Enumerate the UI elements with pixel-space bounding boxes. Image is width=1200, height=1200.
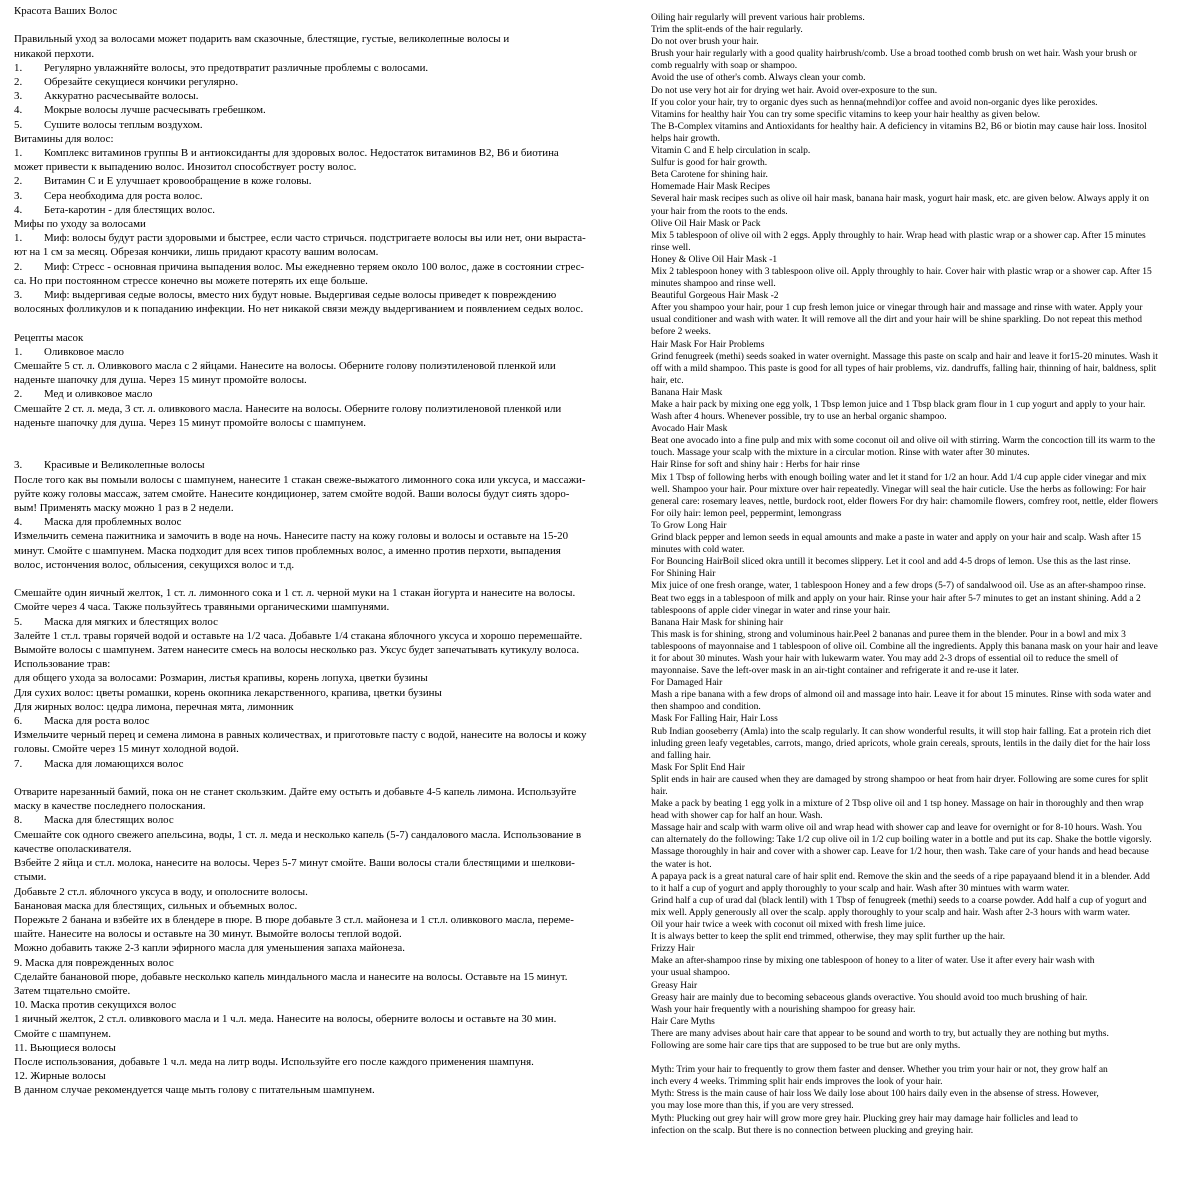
text-line: ют на 1 см за месяц. Обрезая кончики, лишь придают красоту вашим волосам. — [14, 246, 379, 259]
text-line: Смойте с шампунем. — [14, 1027, 111, 1040]
text-line: 1. Комплекс витаминов группы B и антиоксиданты для здоровых волос. Недостаток витаминов B2, B6 и биотина — [14, 147, 559, 160]
text-line: 2. Обрезайте секущиеся кончики регулярно. — [14, 76, 239, 88]
text-line: Trim the split-ends of the hair regularly. — [651, 25, 803, 36]
text-line: руйте кожу головы массаж, затем смойте. Нанесите кондиционер, затем смойте водой. Ваши волосы будут сиять здоро- — [14, 487, 570, 500]
text-line: 2. Миф: Стресс - основная причина выпадения волос. Мы ежедневно теряем около 100 волос, даже в состоянии стрес- — [14, 260, 585, 273]
text-line: Homemade Hair Mask Recipes — [651, 182, 770, 193]
text-line: 5. Сушите волосы теплым воздухом. — [14, 118, 203, 131]
text-line: Split ends in hair are caused when they are damaged by strong shampoo or heat from hair dryer. Following are some cures for split — [651, 774, 1149, 785]
text-line: For Bouncing HairBoil sliced okra untill it becomes slippery. Let it cool and add 4-5 drops of lemon. Use this as the last rinse. — [651, 557, 1131, 568]
text-line: Отварите нарезанный бамий, пока он не станет скользким. Дайте ему остыть и добавьте 4-5 капель лимона. Используйте — [14, 786, 577, 799]
text-line: Взбейте 2 яйца и ст.л. молока, нанесите на волосы. Через 5-7 минут смойте. Ваши волосы стали блестящими и шелкови- — [14, 857, 575, 870]
text-line: Порежьте 2 банана и взбейте их в блендере в пюре. В пюре добавьте 3 ст.л. майонеза и 1 ст.л. оливкового масла, переме- — [14, 913, 574, 926]
text-line: hair, etc. — [651, 375, 684, 386]
text-line: может привести к выпадению волос. Инозитол способствует росту волос. — [14, 161, 357, 174]
text-line: Banana Hair Mask for shining hair — [651, 617, 784, 628]
text-line: off with a mild shampoo. This paste is good for all types of hair problems, viz. dandruffs, falling hair, thinning of hair, baldness, split — [651, 363, 1157, 374]
text-line: Mix 1 Tbsp of following herbs with enough boiling water and let it stand for 1/2 an hour. Add 1/4 cup apple cider vinegar and mix — [651, 472, 1147, 483]
text-line: Измельчите черный перец и семена лимона в равных количествах, и приготовьте пасту с водой, нанесите на волосы и кожу — [14, 729, 587, 742]
text-line: A papaya pack is a great natural care of hair split end. Remove the skin and the seeds of a ripe papayaand blend it in a blender. Add — [651, 871, 1150, 882]
text-line: Myth: Stress is the main cause of hair loss We daily lose about 100 hairs daily even in the absense of stress. However, — [651, 1089, 1099, 1100]
text-line: 8. Маска для блестящих волос — [14, 814, 174, 827]
text-line: наденьте шапочку для душа. Через 15 минут промойте волосы с шампунем. — [14, 416, 366, 429]
text-line: then shampoo and condition. — [651, 702, 761, 713]
text-line: can alternately do the following: Take 1/2 cup olive oil in 1/2 cup boiling water in a bottle and put its cap. Shake the bottle vigorsly. — [651, 835, 1152, 846]
text-line: Do not use very hot air for drying wet hair. Avoid over-exposure to the sun. — [651, 85, 938, 96]
text-line: Greasy hair are mainly due to becoming sebaceous glands overactive. You should avoid too much brushing of hair. — [651, 992, 1088, 1003]
text-line: Мифы по уходу за волосами — [14, 218, 146, 231]
text-line: Сделайте банановой пюре, добавьте несколько капель миндального масла и нанесите на волосы. Оставьте на 15 минут. — [14, 970, 568, 983]
russian-article-column — [0, 0, 650, 1098]
text-line: Вымойте волосы с шампунем. Затем нанесите смесь на волосы несколько раз. Уксус будет запечатывать кутикулу волоса. — [14, 644, 580, 657]
text-line: После использования, добавьте 1 ч.л. меда на литр воды. Используйте его после каждого применения шампуня. — [14, 1055, 534, 1068]
text-line: наденьте шапочку для душа. Через 15 минут промойте волосы. — [14, 374, 307, 387]
text-line: 10. Маска против секущихся волос — [14, 999, 177, 1012]
text-line: it for about 30 minutes. Wash your hair with lukewarm water. You may add 2-3 drops of essential oil to reduce the smell of — [651, 653, 1119, 664]
text-line: If you color your hair, try to organic dyes such as henna(mehndi)or coffee and avoid non-organic dyes like peroxides. — [651, 97, 1098, 108]
text-line: inch every 4 weeks. Trimming split hair ends improves the look of your hair. — [651, 1077, 943, 1088]
text-line: Frizzy Hair — [651, 944, 695, 955]
text-line: general care: rosemary leaves, nettle, burdock root, elder flowers For dry hair: chamomile flowers, comfrey root, nettle, elder flowers — [651, 496, 1158, 507]
text-line: Mash a ripe banana with a few drops of almond oil and massage into hair. Leave it for about 15 minutes. Rinse with soda water and — [651, 690, 1151, 701]
text-line: to it half a cup of yogurt and apply thoroughly to your scalp and hair. Wash after 30 mintues with warm water. — [651, 883, 1070, 894]
text-line: Рецепты масок — [14, 331, 84, 344]
text-line: well. Shampoo your hair. Pour mixture over hair repeatedly. Vinegar will seal the hair cuticle. Use the herbs as following: For hair — [651, 484, 1146, 495]
text-line: 6. Маска для роста волос — [14, 715, 150, 728]
text-line: For Shining Hair — [651, 569, 716, 580]
text-line: В данном случае рекомендуется чаще мыть голову с питательным шампунем. — [14, 1084, 375, 1097]
text-line: маску в качестве последнего полоскания. — [14, 800, 206, 813]
blank-line — [14, 430, 650, 444]
text-line: your usual shampoo. — [651, 968, 730, 979]
text-line: Myth: Trim your hair to frequently to grow them faster and denser. Whether you trim your hair or not, they grow half an — [651, 1065, 1108, 1076]
text-line: usual conditioner and wash with water. It will remove all the dirt and your hair will be shine sparkling. Do not repeat this method — [651, 315, 1142, 326]
text-line: 4. Маска для проблемных волос — [14, 516, 182, 529]
text-line: comb regualrly with soap or shampoo. — [651, 61, 798, 72]
text-line: The B-Complex vitamins and Antioxidants for healthy hair. A deficiency in vitamins B2, B6 or biotin may cause hair loss. Inositol — [651, 121, 1147, 132]
text-line: 4. Мокрые волосы лучше расчесывать гребешком. — [14, 104, 266, 117]
text-line: Измельчить семена пажитника и замочить в воде на ночь. Нанесите пасту на кожу головы и волосы и оставьте на 15-20 — [14, 530, 569, 543]
text-line: Rub Indian gooseberry (Amla) into the scalp regularly. It can show wonderful results, it will stop hair falling. Eat a protein rich diet — [651, 726, 1151, 737]
text-line: 11. Вьющиеся волосы — [14, 1041, 116, 1054]
text-line: rinse well. — [651, 242, 691, 253]
text-line: Avocado Hair Mask — [651, 424, 728, 435]
text-line: стыми. — [14, 871, 47, 884]
text-line: Olive Oil Hair Mask or Pack — [651, 218, 761, 229]
text-line: Можно добавить также 2-3 капли эфирного масла для уменьшения запаха майонеза. — [14, 942, 405, 955]
text-line: minutes with cold water. — [651, 545, 745, 556]
text-line: Правильный уход за волосами может подарить вам сказочные, блестящие, густые, великолепные волосы и — [14, 33, 510, 46]
text-line: Grind fenugreek (methi) seeds soaked in water overnight. Massage this paste on scalp and hair and leave it for15-20 minutes. Wash it — [651, 351, 1158, 362]
text-line: Смойте через 4 часа. Также пользуйтесь травяными органическими шампунями. — [14, 601, 390, 614]
text-line: Make a hair pack by mixing one egg yolk, 1 Tbsp lemon juice and 1 Tbsp black gram flour in 1 cup yogurt and apply to your hair. — [651, 400, 1146, 410]
english-article-column — [651, 0, 1200, 1137]
text-line: After you shampoo your hair, pour 1 cup fresh lemon juice or vinegar through hair and massage and rinse with water. Apply your — [651, 303, 1143, 314]
blank-line — [14, 572, 650, 586]
text-line: Vitamins for healthy hair You can try some specific vitamins to keep your hair healthy as given below. — [651, 109, 1041, 120]
text-line: Beautiful Gorgeous Hair Mask -2 — [651, 291, 779, 302]
text-line: волос, истончения волос, облысения, секущихся волос и т.д. — [14, 558, 295, 571]
text-line: После того как вы помыли волосы с шампунем, нанесите 1 стакан свеже-выжатого лимонного сока или уксуса, и массажи- — [14, 473, 586, 486]
text-line: Смешайте 5 ст. л. Оливкового масла с 2 яйцами. Нанесите на волосы. Оберните голову полиэтиленовой пленкой или — [14, 360, 556, 373]
text-line: Добавьте 2 ст.л. яблочного уксуса в воду, и ополосните волосы. — [14, 885, 308, 898]
text-line: 2. Мед и оливковое масло — [14, 388, 153, 401]
text-line: Myth: Plucking out grey hair will grow more grey hair. Plucking grey hair may damage hair follicles and lead to — [651, 1113, 1078, 1124]
text-line: 4. Бета-каротин - для блестящих волос. — [14, 203, 216, 216]
text-line: To Grow Long Hair — [651, 520, 727, 531]
text-line: 2. Витамин C и E улучшает кровообращение в коже головы. — [14, 175, 312, 188]
text-line: 3. Красивые и Великолепные волосы — [14, 459, 205, 472]
text-line: tablespoons of apple cider vinegar in water and rinse your hair. — [651, 605, 891, 616]
text-line: Для сухих волос: цветы ромашки, корень окопника лекарственного, крапива, цветки бузины — [14, 686, 442, 699]
text-line: 12. Жирные волосы — [14, 1070, 106, 1083]
text-line: Sulfur is good for hair growth. — [651, 158, 768, 169]
text-line: Brush your hair regularly with a good quality hairbrush/comb. Use a broad toothed comb brush on wet hair. Wash your brush or — [651, 49, 1137, 60]
text-line: For Damaged Hair — [651, 678, 723, 689]
text-line: 3. Сера необходима для роста волос. — [14, 189, 203, 202]
text-line: качестве ополаскивателя. — [14, 842, 132, 855]
text-line: Beat two eggs in a tablespoon of milk and apply on your hair. Rinse your hair after 5-7 minutes to get an instant shining. Add a 2 — [651, 593, 1141, 604]
text-line: 9. Маска для поврежденных волос — [14, 956, 174, 969]
text-line: This mask is for shining, strong and voluminous hair.Peel 2 bananas and puree them in the blender. Pour in a bowl and mix 3 — [651, 629, 1126, 640]
text-line: для общего ухода за волосами: Розмарин, листья крапивы, корень лопуха, цветки бузины — [14, 672, 428, 685]
blank-line — [651, 1052, 1194, 1064]
text-line: Залейте 1 ст.л. травы горячей водой и оставьте на 1/2 часа. Добавьте 1/4 стакана яблочного уксуса и хорошо перемешайте. — [14, 629, 583, 642]
text-line: волосяных фолликулов и к попаданию инфекции. Но нет никакой связи между выдергиванием и появлением седых волос. — [14, 303, 584, 316]
text-line: 3. Миф: выдергивая седые волосы, вместо них будут новые. Выдергивая седые волосы приведет к повреждению — [14, 289, 557, 302]
text-line: Oil your hair twice a week with coconut oil mixed with fresh lime juice. — [651, 920, 926, 931]
text-line: 1 яичный желток, 2 ст.л. оливкового масла и 1 ч.л. меда. Нанесите на волосы, оберните волосы и оставьте на 30 мин. — [14, 1013, 557, 1026]
text-line: Grind half a cup of urad dal (black lentil) with 1 Tbsp of fenugreek (methi) seeds to a coarse powder. Add half a cup of yogurt and — [651, 895, 1147, 906]
text-line: you may lose more than this, if you are very stressed. — [651, 1101, 854, 1112]
text-line: touch. Massage your scalp with the mixture in a circular motion. Rinse with water after 30 minutes. — [651, 448, 1030, 459]
text-line: Использование трав: — [14, 658, 111, 671]
text-line: Банановая маска для блестящих, сильных и объемных волос. — [14, 899, 298, 912]
text-line: Avoid the use of other's comb. Always clean your comb. — [651, 73, 866, 84]
text-line: Banana Hair Mask — [651, 387, 723, 398]
text-line: Massage thoroughly in hair and cover with a shower cap. Leave for 1/2 hour, then wash. Take care of your hands and head because — [651, 847, 1149, 858]
text-line: Mix 5 tablespoon of olive oil with 2 eggs. Apply throughly to hair. Wrap head with plastic wrap or a shower cap. After 15 minutes — [651, 230, 1146, 241]
text-line: mix well. Apply generously all over the scalp. apply thoroughly to your scalp and hair. Wash after 2-3 hours with warm water. — [651, 907, 1130, 918]
text-line: Hair Care Myths — [651, 1016, 715, 1027]
text-line: Beta Carotene for shining hair. — [651, 170, 768, 181]
text-line: Mix 2 tablespoon honey with 3 tablespoon olive oil. Apply throughly to hair. Cover hair with plastic wrap or a shower cap. After 15 — [651, 266, 1152, 277]
text-line: tablespoons of mayonnaise and 1 tablespoon of olive oil. Combine all the ingredients. Apply this banana mask on your hair and leave — [651, 641, 1158, 652]
text-line: Honey & Olive Oil Hair Mask -1 — [651, 254, 778, 265]
text-line: the water is hot. — [651, 859, 712, 870]
text-line: Wash after 4 hours. Whenever possible, try to use an herbal organic shampoo. — [651, 412, 947, 423]
blank-line — [14, 18, 650, 32]
blank-line — [14, 316, 650, 330]
text-line: Mask For Falling Hair, Hair Loss — [651, 714, 778, 725]
text-line: Greasy Hair — [651, 980, 698, 991]
text-line: Wash your hair frequently with a nourishing shampoo for greasy hair. — [651, 1004, 916, 1015]
text-line: 1. Оливковое масло — [14, 345, 124, 358]
text-line: Grind black pepper and lemon seeds in equal amounts and make a paste in water and apply on your hair and scalp. Wash after 15 — [651, 533, 1142, 544]
text-line: Massage hair and scalp with warm olive oil and wrap head with shower cap and leave for overnight or for 8-10 hours. Wash. You — [651, 823, 1142, 834]
text-line: Затем тщательно смойте. — [14, 984, 131, 997]
text-line: helps hair growth. — [651, 133, 720, 144]
text-line: 7. Маска для ломающихся волос — [14, 757, 184, 770]
text-line: Mix juice of one fresh orange, water, 1 tablespoon Honey and a few drops (5-7) of sandalwood oil. Use as an after-shampoo rinse. — [651, 581, 1146, 592]
text-line: Смешайте сок одного свежего апельсина, воды, 1 ст. л. меда и несколько капель (5-7) сандалового масла. Использование в — [14, 828, 582, 841]
text-line: Hair Rinse for soft and shiny hair : Herbs for hair rinse — [651, 460, 860, 471]
text-line: and falling hair. — [651, 750, 711, 761]
text-line: hair. — [651, 787, 668, 797]
text-line: 5. Маска для мягких и блестящих волос — [14, 615, 218, 628]
text-line: It is always better to keep the split end trimmed, otherwise, they may split further up the hair. — [651, 932, 1006, 943]
text-line: Make an after-shampoo rinse by mixing one tablespoon of honey to a liter of water. Use it after every hair wash with — [651, 956, 1095, 967]
text-line: Mask For Split End Hair — [651, 762, 745, 773]
text-line: 3. Аккуратно расчесывайте волосы. — [14, 90, 199, 103]
text-line: For oily hair: lemon peel, peppermint, lemongrass — [651, 508, 842, 519]
text-line: Make a pack by beating 1 egg yolk in a mixture of 2 Tbsp olive oil and 1 tsp honey. Massage on hair in thoroughly and then wrap — [651, 799, 1144, 810]
text-line: 1. Регулярно увлажняйте волосы, это предотвратит различные проблемы с волосами. — [14, 61, 429, 74]
text-line: Oiling hair regularly will prevent various hair problems. — [651, 13, 865, 23]
text-line: Витамины для волос: — [14, 132, 114, 145]
blank-line — [14, 444, 650, 458]
text-line: шайте. Нанесите на волосы и оставьте на 30 минут. Вымойте волосы теплой водой. — [14, 928, 402, 941]
text-line: Following are some hair care tips that are supposed to be true but are only myths. — [651, 1040, 961, 1051]
text-line: Смешайте 2 ст. л. меда, 3 ст. л. оливкового масла. Нанесите на волосы. Оберните голову полиэтиленовой пленкой или — [14, 402, 562, 415]
text-line: Do not over brush your hair. — [651, 37, 759, 48]
text-line: головы. Смойте через 15 минут холодной водой. — [14, 743, 239, 756]
text-line: Beat one avocado into a fine pulp and mix with some coconut oil and olive oil with stirring. Warm the concoction till its warm to the — [651, 436, 1156, 447]
text-line: There are many advises about hair care that appear to be sound and worth to try, but actually they are nothing but myths. — [651, 1028, 1109, 1039]
text-line: Vitamin C and E help circulation in scalp. — [651, 146, 811, 157]
text-line: вым! Применять маску можно 1 раз в 2 недели. — [14, 502, 234, 515]
text-line: минут. Смойте с шампунем. Маска подходит для всех типов проблемных волос, а именно против перхоти, выпадения — [14, 544, 561, 557]
text-line: никакой перхоти. — [14, 47, 95, 60]
text-line: са. Но при постоянном стрессе конечно вы можете потерять их еще больше. — [14, 274, 368, 287]
text-line: before 2 weeks. — [651, 327, 711, 338]
text-line: mayonnaise. Save the left-over mask in an air-tight container and refrigerate it and re-use it later. — [651, 666, 1019, 677]
text-line: your hair from the roots to the ends. — [651, 206, 788, 217]
text-line: head with shower cap for half an hour. Wash. — [651, 811, 823, 822]
text-line: inluding green leafy vegetables, carrots, mango, dried apricots, whole grain cereals, sprouts, lentils in the daily diet for the hair loss — [651, 738, 1151, 749]
text-line: Several hair mask recipes such as olive oil hair mask, banana hair mask, yogurt hair mask, etc. are given below. Always apply it on — [651, 194, 1149, 205]
blank-line — [14, 771, 650, 785]
text-line: infection on the scalp. But there is no connection between plucking and greying hair. — [651, 1125, 974, 1136]
text-line: minutes shampoo and rinse well. — [651, 279, 776, 290]
text-line: Красота Ваших Волос — [14, 5, 118, 17]
text-line: Hair Mask For Hair Problems — [651, 339, 765, 350]
text-line: 1. Миф: волосы будут расти здоровыми и быстрее, если часто стричься. подстригаете волосы вы или нет, они выраста- — [14, 232, 586, 245]
text-line: Смешайте один яичный желток, 1 ст. л. лимонного сока и 1 ст. л. черной муки на 1 стакан йогурта и нанесите на волосы. — [14, 587, 576, 600]
text-line: Для жирных волос: цедра лимона, перечная мята, лимонник — [14, 700, 294, 713]
